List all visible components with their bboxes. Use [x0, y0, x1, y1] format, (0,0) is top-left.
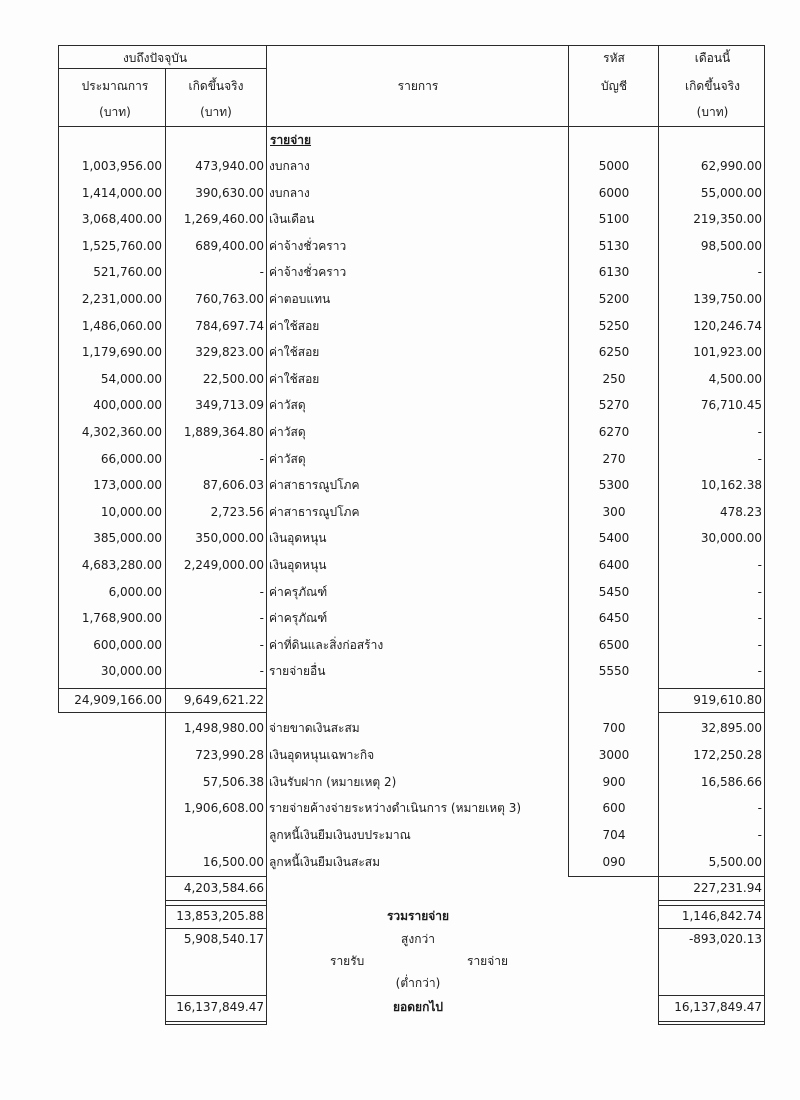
- row-actual: 2,723.56: [210, 505, 264, 519]
- row-actual: 1,889,364.80: [183, 425, 264, 439]
- row-actual: -: [259, 611, 264, 625]
- carry-bottom-line-month: [658, 1021, 765, 1022]
- row-month: -: [757, 611, 762, 625]
- row-month: 62,990.00: [700, 159, 762, 173]
- row-item: ค่าวัสดุ: [269, 452, 306, 466]
- row2-code: 900: [602, 775, 626, 789]
- header-code-1: รหัส: [603, 51, 625, 65]
- header-month-unit: (บาท): [696, 105, 729, 119]
- row-item: ค่าวัสดุ: [269, 398, 306, 412]
- row-month: -: [757, 425, 762, 439]
- row-code: 5450: [598, 585, 630, 599]
- header-actual-unit: (บาท): [200, 105, 232, 119]
- header-period-to-date: งบถึงปัจจุบัน: [122, 51, 188, 65]
- row-code: 5250: [598, 319, 630, 333]
- row2-item: ลูกหนี้เงินยืมเงินสะสม: [269, 855, 381, 869]
- header-code-2: บัญชี: [601, 79, 627, 93]
- row-code: 6000: [598, 186, 630, 200]
- row-budget: 6,000.00: [108, 585, 162, 599]
- row-actual: -: [259, 452, 264, 466]
- subtotal2-month: 227,231.94: [693, 881, 762, 895]
- row-item: เงินอุดหนุน: [269, 531, 327, 545]
- row-month: 4,500.00: [708, 372, 762, 386]
- carry-top-line-month: [658, 995, 765, 996]
- carry-actual: 16,137,849.47: [176, 1000, 264, 1014]
- diff-month: -893,020.13: [688, 932, 762, 946]
- row-actual: 390,630.00: [195, 186, 264, 200]
- subtotal1-top-line-month: [658, 688, 765, 689]
- row-budget: 10,000.00: [100, 505, 162, 519]
- row2-month: 16,586.66: [700, 775, 762, 789]
- row-budget: 521,760.00: [93, 265, 162, 279]
- row-month: -: [757, 638, 762, 652]
- col-right-border: [764, 45, 765, 1025]
- subtotal2-bottom-line-month: [658, 900, 765, 901]
- carry-label: ยอดยกไป: [393, 1000, 443, 1014]
- row-item: ค่าครุภัณฑ์: [269, 611, 328, 625]
- row-budget: 4,683,280.00: [81, 558, 162, 572]
- col-divider-actual: [165, 68, 166, 1025]
- row-code: 6270: [598, 425, 630, 439]
- row-code: 5400: [598, 531, 630, 545]
- col-divider-item: [266, 45, 267, 1025]
- row2-code: 600: [602, 801, 626, 815]
- row-actual: 2,249,000.00: [183, 558, 264, 572]
- row-budget: 1,414,000.00: [81, 186, 162, 200]
- row-actual: -: [259, 638, 264, 652]
- carry-top-line: [165, 995, 266, 996]
- row2-code: 090: [602, 855, 626, 869]
- diff-expense: รายจ่าย: [467, 954, 509, 968]
- row2-item: เงินอุดหนุนเฉพาะกิจ: [269, 748, 375, 762]
- carry-month: 16,137,849.47: [674, 1000, 762, 1014]
- col-left-border: [58, 45, 59, 712]
- diff-higher: สูงกว่า: [401, 932, 435, 946]
- row-actual: 350,000.00: [195, 531, 264, 545]
- row2-month: -: [757, 828, 762, 842]
- header-subline: [58, 68, 266, 69]
- row-actual: 784,697.74: [195, 319, 264, 333]
- row2-actual: 16,500.00: [202, 855, 264, 869]
- row2-code: 700: [602, 721, 626, 735]
- row-month: 76,710.45: [700, 398, 762, 412]
- total-top-line-month: [658, 905, 765, 906]
- row2-month: 172,250.28: [693, 748, 762, 762]
- row-code: 5550: [598, 664, 630, 678]
- row-budget: 4,302,360.00: [81, 425, 162, 439]
- header-month-2: เกิดขึ้นจริง: [685, 79, 740, 93]
- row2-item: รายจ่ายค้างจ่ายระหว่างดำเนินการ (หมายเหตุ 3): [269, 801, 522, 815]
- col-divider-month: [658, 45, 659, 1025]
- row-budget: 3,068,400.00: [81, 212, 162, 226]
- row-budget: 1,179,690.00: [81, 345, 162, 359]
- row-budget: 400,000.00: [93, 398, 162, 412]
- row-month: 30,000.00: [700, 531, 762, 545]
- row-item: ค่าใช้สอย: [269, 372, 320, 386]
- row-budget: 1,525,760.00: [81, 239, 162, 253]
- row-budget: 173,000.00: [93, 478, 162, 492]
- diff-income: รายรับ: [330, 954, 365, 968]
- row-item: ค่าจ้างชั่วคราว: [269, 239, 347, 253]
- header-month-1: เดือนนี้: [694, 51, 731, 65]
- header-budget: ประมาณการ: [81, 79, 149, 93]
- row-budget: 600,000.00: [93, 638, 162, 652]
- row-actual: 349,713.09: [195, 398, 264, 412]
- row2-month: 32,895.00: [700, 721, 762, 735]
- header-budget-unit: (บาท): [99, 105, 131, 119]
- row-code: 270: [602, 452, 626, 466]
- row-budget: 30,000.00: [100, 664, 162, 678]
- row-item: ค่าใช้สอย: [269, 319, 320, 333]
- row-month: 219,350.00: [693, 212, 762, 226]
- row-actual: 473,940.00: [195, 159, 264, 173]
- row-code: 5000: [598, 159, 630, 173]
- row-code: 5130: [598, 239, 630, 253]
- row2-month: -: [757, 801, 762, 815]
- row-month: -: [757, 558, 762, 572]
- header-actual: เกิดขึ้นจริง: [188, 79, 244, 93]
- row-code: 5100: [598, 212, 630, 226]
- row-budget: 1,003,956.00: [81, 159, 162, 173]
- row2-month: 5,500.00: [708, 855, 762, 869]
- total-bottom-line: [165, 928, 266, 929]
- row2-actual: 1,498,980.00: [183, 721, 264, 735]
- row-item: เงินเดือน: [269, 212, 315, 226]
- row-actual: 689,400.00: [195, 239, 264, 253]
- row2-actual: 57,506.38: [202, 775, 264, 789]
- row-item: ค่าสาธารณูปโภค: [269, 505, 360, 519]
- header-item: รายการ: [397, 79, 439, 93]
- row-month: -: [757, 664, 762, 678]
- row2-item: จ่ายขาดเงินสะสม: [269, 721, 360, 735]
- total-bottom-line-month: [658, 928, 765, 929]
- row-budget: 385,000.00: [93, 531, 162, 545]
- total-top-line: [165, 905, 266, 906]
- carry-bottom-line-2: [165, 1024, 266, 1025]
- row-item: งบกลาง: [269, 159, 310, 173]
- row-budget: 2,231,000.00: [81, 292, 162, 306]
- row-code: 5300: [598, 478, 630, 492]
- row-budget: 54,000.00: [100, 372, 162, 386]
- row-code: 6400: [598, 558, 630, 572]
- subtotal2-actual: 4,203,584.66: [183, 881, 264, 895]
- row-code: 300: [602, 505, 626, 519]
- row-month: 98,500.00: [700, 239, 762, 253]
- row2-code: 704: [602, 828, 626, 842]
- row-item: เงินอุดหนุน: [269, 558, 327, 572]
- row2-item: เงินรับฝาก (หมายเหตุ 2): [269, 775, 397, 789]
- row-item: ค่าวัสดุ: [269, 425, 306, 439]
- subtotal1-bottom-line-month: [658, 712, 765, 713]
- row-actual: -: [259, 585, 264, 599]
- diff-lower: (ต่ำกว่า): [395, 976, 441, 990]
- total-month: 1,146,842.74: [681, 909, 762, 923]
- subtotal1-actual: 9,649,621.22: [183, 693, 264, 707]
- row2-item: ลูกหนี้เงินยืมเงินงบประมาณ: [269, 828, 411, 842]
- row-actual: 22,500.00: [202, 372, 264, 386]
- row-item: ค่าครุภัณฑ์: [269, 585, 328, 599]
- subtotal2-top-line: [165, 876, 266, 877]
- row2-code: 3000: [598, 748, 630, 762]
- carry-bottom-line: [165, 1021, 266, 1022]
- row-actual: 760,763.00: [195, 292, 264, 306]
- row-month: -: [757, 265, 762, 279]
- row-code: 250: [602, 372, 626, 386]
- row-month: 139,750.00: [693, 292, 762, 306]
- row-month: -: [757, 585, 762, 599]
- carry-bottom-line-month-2: [658, 1024, 765, 1025]
- row-month: 55,000.00: [700, 186, 762, 200]
- row-actual: -: [259, 664, 264, 678]
- row-month: 478.23: [720, 505, 762, 519]
- row-code: 6500: [598, 638, 630, 652]
- row-actual: 329,823.00: [195, 345, 264, 359]
- subtotal1-top-line: [58, 688, 266, 689]
- row-item: ค่าตอบแทน: [269, 292, 331, 306]
- section-title: รายจ่าย: [270, 133, 312, 147]
- row-actual: 1,269,460.00: [183, 212, 264, 226]
- row-item: ค่าที่ดินและสิ่งก่อสร้าง: [269, 638, 384, 652]
- total-actual: 13,853,205.88: [176, 909, 264, 923]
- total-label: รวมรายจ่าย: [386, 909, 450, 923]
- subtotal1-budget: 24,909,166.00: [74, 693, 162, 707]
- row-code: 5270: [598, 398, 630, 412]
- subtotal2-bottom-line: [165, 900, 266, 901]
- row-actual: -: [259, 265, 264, 279]
- row-item: ค่าสาธารณูปโภค: [269, 478, 360, 492]
- row2-actual: 723,990.28: [195, 748, 264, 762]
- row-budget: 1,486,060.00: [81, 319, 162, 333]
- row-code: 6450: [598, 611, 630, 625]
- row-budget: 1,768,900.00: [81, 611, 162, 625]
- row-item: ค่าใช้สอย: [269, 345, 320, 359]
- subtotal1-month: 919,610.80: [693, 693, 762, 707]
- subtotal2-top-line-month: [568, 876, 765, 877]
- row-month: -: [757, 452, 762, 466]
- subtotal1-bottom-line: [58, 712, 266, 713]
- row-code: 6130: [598, 265, 630, 279]
- col-divider-code: [568, 45, 569, 877]
- row-item: ค่าจ้างชั่วคราว: [269, 265, 347, 279]
- row-item: รายจ่ายอื่น: [269, 664, 326, 678]
- diff-actual: 5,908,540.17: [183, 932, 264, 946]
- row-item: งบกลาง: [269, 186, 310, 200]
- row-month: 10,162.38: [700, 478, 762, 492]
- row-month: 120,246.74: [693, 319, 762, 333]
- row-code: 5200: [598, 292, 630, 306]
- row-month: 101,923.00: [693, 345, 762, 359]
- row-budget: 66,000.00: [100, 452, 162, 466]
- row-actual: 87,606.03: [202, 478, 264, 492]
- row2-actual: 1,906,608.00: [183, 801, 264, 815]
- row-code: 6250: [598, 345, 630, 359]
